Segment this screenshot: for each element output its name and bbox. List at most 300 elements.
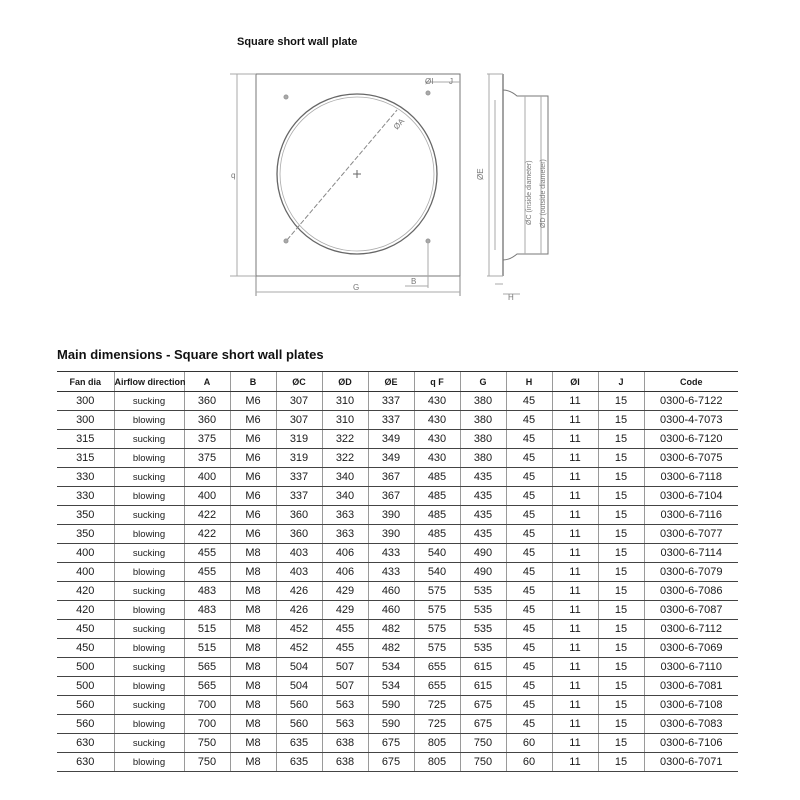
table-row — [57, 506, 738, 525]
table-cell: 349 — [368, 430, 414, 449]
table-cell: 563 — [322, 696, 368, 715]
table-cell: 15 — [598, 430, 644, 449]
table-cell: 805 — [414, 734, 460, 753]
table-cell: 433 — [368, 563, 414, 582]
table-cell: 575 — [414, 601, 460, 620]
table-cell: 45 — [506, 563, 552, 582]
table-cell: 540 — [414, 563, 460, 582]
label-b: B — [411, 277, 417, 286]
table-cell: M8 — [230, 677, 276, 696]
table-cell: 15 — [598, 544, 644, 563]
table-cell: 11 — [552, 696, 598, 715]
table-cell: 11 — [552, 468, 598, 487]
table-cell: 575 — [414, 639, 460, 658]
label-g: G — [353, 283, 360, 292]
table-row — [57, 430, 738, 449]
label-h: H — [508, 293, 514, 302]
technical-drawing — [225, 60, 565, 305]
table-cell: 422 — [184, 506, 230, 525]
table-cell: 490 — [460, 544, 506, 563]
table-cell: 482 — [368, 620, 414, 639]
table-cell: 340 — [322, 487, 368, 506]
table-cell: 350 — [57, 525, 114, 544]
label-d: ØD (outside diameter) — [540, 159, 547, 228]
col-header-code: Code — [644, 372, 738, 392]
table-cell: blowing — [114, 601, 184, 620]
table-cell: 390 — [368, 506, 414, 525]
table-cell: 422 — [184, 525, 230, 544]
table-cell: 450 — [57, 639, 114, 658]
table-cell: 490 — [460, 563, 506, 582]
table-cell: 535 — [460, 582, 506, 601]
table-cell: 0300-6-7071 — [644, 753, 738, 772]
table-title: Main dimensions - Square short wall plates — [57, 347, 324, 362]
table-cell: 360 — [276, 525, 322, 544]
table-cell: 310 — [322, 392, 368, 411]
table-cell: 504 — [276, 658, 322, 677]
table-cell: 315 — [57, 430, 114, 449]
col-header-i: ØI — [552, 372, 598, 392]
table-cell: 337 — [368, 392, 414, 411]
table-cell: M8 — [230, 639, 276, 658]
table-cell: blowing — [114, 487, 184, 506]
table-cell: sucking — [114, 430, 184, 449]
bolt-hole — [284, 239, 288, 243]
table-cell: 655 — [414, 658, 460, 677]
table-cell: 0300-6-7083 — [644, 715, 738, 734]
table-cell: M6 — [230, 411, 276, 430]
table-cell: 15 — [598, 734, 644, 753]
table-cell: 485 — [414, 468, 460, 487]
table-cell: 615 — [460, 658, 506, 677]
table-cell: blowing — [114, 715, 184, 734]
table-row — [57, 525, 738, 544]
table-cell: 315 — [57, 449, 114, 468]
table-cell: 560 — [57, 696, 114, 715]
table-row — [57, 734, 738, 753]
table-cell: 483 — [184, 582, 230, 601]
table-cell: 0300-6-7079 — [644, 563, 738, 582]
table-cell: 390 — [368, 525, 414, 544]
table-cell: 560 — [276, 696, 322, 715]
table-cell: 300 — [57, 392, 114, 411]
table-row — [57, 753, 738, 772]
table-cell: M6 — [230, 506, 276, 525]
table-cell: 307 — [276, 411, 322, 430]
table-body — [57, 392, 738, 772]
table-cell: 11 — [552, 449, 598, 468]
table-cell: 367 — [368, 468, 414, 487]
table-cell: 400 — [184, 468, 230, 487]
table-cell: 630 — [57, 753, 114, 772]
table-cell: 337 — [276, 487, 322, 506]
table-cell: 433 — [368, 544, 414, 563]
table-cell: 0300-6-7114 — [644, 544, 738, 563]
table-cell: 45 — [506, 677, 552, 696]
table-cell: 504 — [276, 677, 322, 696]
table-cell: 750 — [460, 753, 506, 772]
table-cell: 380 — [460, 411, 506, 430]
table-cell: 11 — [552, 715, 598, 734]
label-e: ØE — [476, 168, 485, 180]
table-cell: 560 — [276, 715, 322, 734]
dimensions-table — [57, 371, 738, 772]
table-cell: 45 — [506, 582, 552, 601]
table-cell: 0300-6-7108 — [644, 696, 738, 715]
table-cell: 15 — [598, 411, 644, 430]
table-cell: 455 — [184, 544, 230, 563]
col-header-a: A — [184, 372, 230, 392]
table-cell: 420 — [57, 601, 114, 620]
table-cell: 430 — [414, 392, 460, 411]
table-cell: 11 — [552, 563, 598, 582]
table-row — [57, 639, 738, 658]
table-cell: 750 — [184, 734, 230, 753]
table-cell: 380 — [460, 430, 506, 449]
table-cell: M8 — [230, 601, 276, 620]
table-cell: M8 — [230, 544, 276, 563]
table-cell: 337 — [368, 411, 414, 430]
table-cell: 45 — [506, 715, 552, 734]
table-cell: M8 — [230, 715, 276, 734]
table-cell: 700 — [184, 696, 230, 715]
table-row — [57, 658, 738, 677]
table-cell: 0300-6-7106 — [644, 734, 738, 753]
col-header-j: J — [598, 372, 644, 392]
table-cell: 675 — [460, 715, 506, 734]
table-cell: 0300-6-7116 — [644, 506, 738, 525]
table-cell: 15 — [598, 449, 644, 468]
table-cell: M6 — [230, 430, 276, 449]
table-cell: M8 — [230, 696, 276, 715]
table-cell: 15 — [598, 715, 644, 734]
table-cell: 429 — [322, 601, 368, 620]
table-row — [57, 449, 738, 468]
table-cell: 45 — [506, 601, 552, 620]
table-cell: 0300-6-7104 — [644, 487, 738, 506]
table-cell: 15 — [598, 468, 644, 487]
table-cell: 500 — [57, 658, 114, 677]
table-row — [57, 392, 738, 411]
table-cell: sucking — [114, 620, 184, 639]
table-cell: 15 — [598, 639, 644, 658]
table-cell: 565 — [184, 677, 230, 696]
table-cell: 349 — [368, 449, 414, 468]
table-cell: 563 — [322, 715, 368, 734]
table-cell: 367 — [368, 487, 414, 506]
table-cell: M6 — [230, 392, 276, 411]
table-cell: M8 — [230, 753, 276, 772]
table-cell: 15 — [598, 601, 644, 620]
table-cell: 45 — [506, 430, 552, 449]
table-cell: 11 — [552, 734, 598, 753]
table-cell: 452 — [276, 639, 322, 658]
table-cell: 590 — [368, 696, 414, 715]
label-a: ØA — [391, 116, 407, 132]
table-cell: 507 — [322, 658, 368, 677]
table-cell: 460 — [368, 582, 414, 601]
table-cell: 15 — [598, 392, 644, 411]
table-cell: M6 — [230, 468, 276, 487]
col-header-b: B — [230, 372, 276, 392]
table-cell: M8 — [230, 563, 276, 582]
table-cell: 45 — [506, 506, 552, 525]
col-header-d: ØD — [322, 372, 368, 392]
table-cell: 575 — [414, 620, 460, 639]
label-j: J — [449, 77, 453, 86]
table-cell: 805 — [414, 753, 460, 772]
drawing-title: Square short wall plate — [237, 36, 358, 48]
table-cell: 400 — [184, 487, 230, 506]
table-cell: 360 — [276, 506, 322, 525]
table-cell: 15 — [598, 582, 644, 601]
col-header-e: ØE — [368, 372, 414, 392]
table-cell: 615 — [460, 677, 506, 696]
table-cell: 0300-6-7086 — [644, 582, 738, 601]
table-cell: 11 — [552, 506, 598, 525]
table-cell: blowing — [114, 525, 184, 544]
table-cell: 307 — [276, 392, 322, 411]
table-cell: sucking — [114, 506, 184, 525]
col-header-fan-dia: Fan dia — [57, 372, 114, 392]
table-cell: 565 — [184, 658, 230, 677]
table-cell: 515 — [184, 620, 230, 639]
table-cell: 322 — [322, 430, 368, 449]
table-row — [57, 715, 738, 734]
table-cell: 11 — [552, 753, 598, 772]
table-cell: 403 — [276, 544, 322, 563]
table-cell: 11 — [552, 411, 598, 430]
table-cell: 560 — [57, 715, 114, 734]
table-cell: 322 — [322, 449, 368, 468]
table-cell: 535 — [460, 601, 506, 620]
table-cell: 319 — [276, 430, 322, 449]
table-cell: 450 — [57, 620, 114, 639]
table-cell: 15 — [598, 677, 644, 696]
table-cell: 363 — [322, 525, 368, 544]
table-cell: 45 — [506, 620, 552, 639]
table-cell: sucking — [114, 658, 184, 677]
table-cell: 635 — [276, 753, 322, 772]
table-cell: 11 — [552, 544, 598, 563]
table-cell: 15 — [598, 506, 644, 525]
table-cell: sucking — [114, 544, 184, 563]
table-cell: 45 — [506, 658, 552, 677]
table-cell: 725 — [414, 715, 460, 734]
table-cell: 330 — [57, 487, 114, 506]
table-cell: 675 — [368, 734, 414, 753]
table-cell: 60 — [506, 753, 552, 772]
table-cell: 330 — [57, 468, 114, 487]
table-cell: 45 — [506, 525, 552, 544]
table-cell: 11 — [552, 392, 598, 411]
table-cell: 535 — [460, 639, 506, 658]
table-cell: 15 — [598, 658, 644, 677]
table-cell: 11 — [552, 601, 598, 620]
table-cell: 515 — [184, 639, 230, 658]
table-cell: 750 — [460, 734, 506, 753]
table-cell: 11 — [552, 677, 598, 696]
table-cell: 380 — [460, 392, 506, 411]
table-cell: 455 — [322, 620, 368, 639]
table-cell: 535 — [460, 620, 506, 639]
table-cell: 483 — [184, 601, 230, 620]
table-cell: sucking — [114, 392, 184, 411]
table-cell: 319 — [276, 449, 322, 468]
table-cell: M8 — [230, 734, 276, 753]
table-cell: 485 — [414, 487, 460, 506]
table-cell: 635 — [276, 734, 322, 753]
table-cell: 15 — [598, 563, 644, 582]
table-cell: 300 — [57, 411, 114, 430]
table-cell: 350 — [57, 506, 114, 525]
table-cell: 455 — [184, 563, 230, 582]
table-cell: 455 — [322, 639, 368, 658]
col-header-c: ØC — [276, 372, 322, 392]
table-cell: blowing — [114, 411, 184, 430]
table-cell: 534 — [368, 677, 414, 696]
table-cell: 435 — [460, 506, 506, 525]
table-cell: blowing — [114, 639, 184, 658]
col-header-f: q F — [414, 372, 460, 392]
table-cell: blowing — [114, 449, 184, 468]
table-cell: 0300-6-7122 — [644, 392, 738, 411]
table-cell: 0300-6-7077 — [644, 525, 738, 544]
label-i: ØI — [425, 77, 434, 86]
table-cell: 400 — [57, 563, 114, 582]
table-cell: blowing — [114, 677, 184, 696]
table-cell: 11 — [552, 658, 598, 677]
table-row — [57, 677, 738, 696]
table-cell: 360 — [184, 411, 230, 430]
table-cell: 590 — [368, 715, 414, 734]
table-cell: M8 — [230, 658, 276, 677]
table-cell: 540 — [414, 544, 460, 563]
table-row — [57, 620, 738, 639]
table-cell: 460 — [368, 601, 414, 620]
table-cell: 430 — [414, 430, 460, 449]
label-q: q — [231, 171, 236, 180]
table-cell: sucking — [114, 734, 184, 753]
table-cell: 45 — [506, 487, 552, 506]
table-cell: 15 — [598, 753, 644, 772]
table-cell: 45 — [506, 639, 552, 658]
table-cell: 700 — [184, 715, 230, 734]
table-cell: M8 — [230, 620, 276, 639]
table-cell: 0300-6-7075 — [644, 449, 738, 468]
table-cell: 11 — [552, 620, 598, 639]
table-cell: 435 — [460, 525, 506, 544]
table-cell: 675 — [368, 753, 414, 772]
table-cell: 750 — [184, 753, 230, 772]
table-cell: 426 — [276, 582, 322, 601]
table-cell: 380 — [460, 449, 506, 468]
table-row — [57, 563, 738, 582]
table-row — [57, 544, 738, 563]
table-cell: 452 — [276, 620, 322, 639]
table-cell: 360 — [184, 392, 230, 411]
table-cell: 15 — [598, 696, 644, 715]
table-cell: 45 — [506, 468, 552, 487]
table-cell: 485 — [414, 506, 460, 525]
table-row — [57, 696, 738, 715]
table-cell: 482 — [368, 639, 414, 658]
table-cell: 0300-6-7120 — [644, 430, 738, 449]
table-cell: 15 — [598, 525, 644, 544]
table-cell: 400 — [57, 544, 114, 563]
col-header-g: G — [460, 372, 506, 392]
table-cell: 403 — [276, 563, 322, 582]
table-cell: 45 — [506, 696, 552, 715]
table-row — [57, 468, 738, 487]
bolt-hole — [284, 95, 288, 99]
table-cell: 429 — [322, 582, 368, 601]
table-cell: 638 — [322, 753, 368, 772]
table-cell: 485 — [414, 525, 460, 544]
table-header-row — [57, 372, 738, 392]
table-cell: 375 — [184, 430, 230, 449]
table-cell: blowing — [114, 563, 184, 582]
table-cell: 363 — [322, 506, 368, 525]
table-row — [57, 601, 738, 620]
table-cell: sucking — [114, 696, 184, 715]
table-cell: 0300-6-7118 — [644, 468, 738, 487]
table-cell: 500 — [57, 677, 114, 696]
table-cell: 0300-6-7081 — [644, 677, 738, 696]
table-cell: 15 — [598, 620, 644, 639]
table-cell: M6 — [230, 487, 276, 506]
table-cell: 630 — [57, 734, 114, 753]
table-cell: 638 — [322, 734, 368, 753]
table-cell: 406 — [322, 544, 368, 563]
table-cell: M8 — [230, 582, 276, 601]
label-c: ØC (inside diameter) — [526, 160, 533, 225]
table-cell: sucking — [114, 468, 184, 487]
table-cell: 60 — [506, 734, 552, 753]
table-cell: 11 — [552, 639, 598, 658]
table-cell: 11 — [552, 430, 598, 449]
table-cell: 655 — [414, 677, 460, 696]
table-cell: 534 — [368, 658, 414, 677]
col-header-h: H — [506, 372, 552, 392]
table-cell: 337 — [276, 468, 322, 487]
table-cell: 45 — [506, 449, 552, 468]
table-cell: 0300-6-7112 — [644, 620, 738, 639]
table-cell: 375 — [184, 449, 230, 468]
table-cell: 11 — [552, 582, 598, 601]
table-cell: 430 — [414, 411, 460, 430]
bolt-hole — [426, 91, 430, 95]
plate-outline — [256, 74, 460, 276]
table-cell: 725 — [414, 696, 460, 715]
table-cell: 406 — [322, 563, 368, 582]
table-cell: 310 — [322, 411, 368, 430]
table-cell: 340 — [322, 468, 368, 487]
table-cell: 45 — [506, 392, 552, 411]
table-cell: 0300-6-7110 — [644, 658, 738, 677]
table-cell: 11 — [552, 525, 598, 544]
table-cell: 0300-6-7087 — [644, 601, 738, 620]
table-cell: 426 — [276, 601, 322, 620]
table-cell: 575 — [414, 582, 460, 601]
table-cell: 507 — [322, 677, 368, 696]
table-cell: 0300-6-7069 — [644, 639, 738, 658]
table-cell: 15 — [598, 487, 644, 506]
table-row — [57, 487, 738, 506]
col-header-airflow: Airflow direction — [114, 372, 184, 392]
table-row — [57, 411, 738, 430]
table-cell: 430 — [414, 449, 460, 468]
